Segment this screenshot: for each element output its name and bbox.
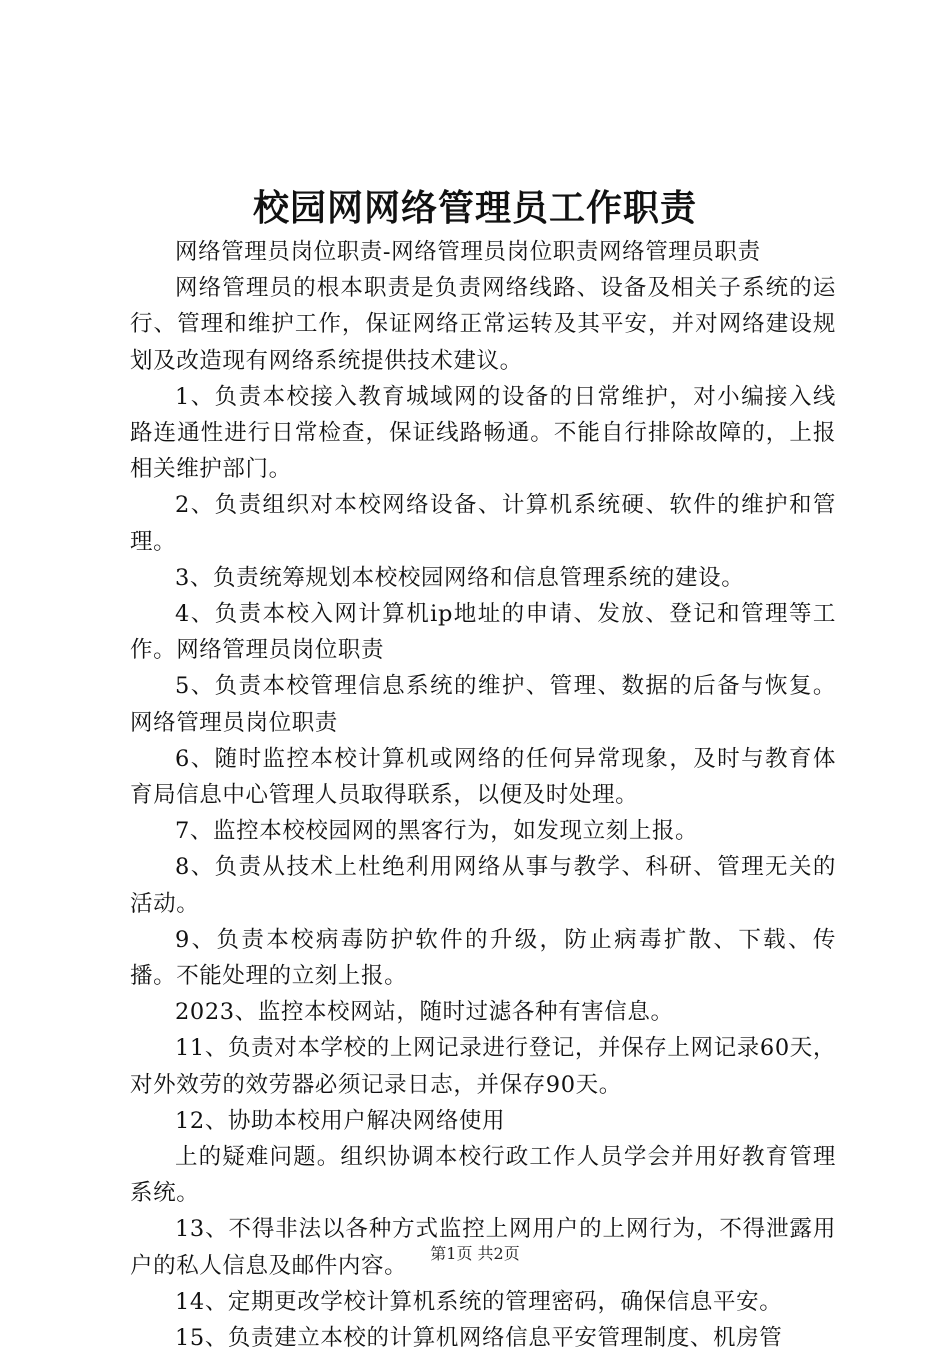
paragraph: 15、负责建立本校的计算机网络信息平安管理制度、机房管 xyxy=(175,1325,783,1352)
paragraph: 3、负责统筹规划本校校园网络和信息管理系统的建设。 xyxy=(175,564,745,591)
paragraph: 13、不得非法以各种方式监控上网用户的上网行为，不得泄露用户的私人信息及邮件内容。 xyxy=(130,1216,836,1279)
paragraph: 8、负责从技术上杜绝利用网络从事与教学、科研、管理无关的活动。 xyxy=(130,854,836,917)
page-number-footer: 第1页 共2页 xyxy=(430,1244,520,1263)
paragraph: 网络管理员的根本职责是负责网络线路、设备及相关子系统的运行、管理和维护工作，保证网络正常运转及其平安，并对网络建设规划及改造现有网络系统提供技术建议。 xyxy=(130,275,836,374)
paragraph: 12、协助本校用户解决网络使用 xyxy=(175,1107,506,1134)
paragraph: 6、随时监控本校计算机或网络的任何异常现象，及时与教育体育局信息中心管理人员取得联系，以便及时处理。 xyxy=(130,745,836,809)
paragraph: 14、定期更改学校计算机系统的管理密码，确保信息平安。 xyxy=(175,1288,783,1315)
document-title: 校园网网络管理员工作职责 xyxy=(252,187,697,229)
paragraph: 5、负责本校管理信息系统的维护、管理、数据的后备与恢复。网络管理员岗位职责 xyxy=(130,673,836,736)
document-body xyxy=(130,234,836,1356)
paragraph: 2023、监控本校网站，随时过滤各种有害信息。 xyxy=(175,999,674,1026)
paragraph: 9、负责本校病毒防护软件的升级，防止病毒扩散、下载、传播。不能处理的立刻上报。 xyxy=(130,926,836,990)
paragraph: 2、负责组织对本校网络设备、计算机系统硬、软件的维护和管理。 xyxy=(130,492,836,555)
paragraph: 网络管理员岗位职责-网络管理员岗位职责网络管理员职责 xyxy=(175,239,761,265)
paragraph: 上的疑难问题。组织协调本校行政工作人员学会并用好教育管理系统。 xyxy=(130,1144,836,1207)
paragraph: 1、负责本校接入教育城域网的设备的日常维护，对小编接入线路连通性进行日常检查，保证线路畅通。不能自行排除故障的，上报相关维护部门。 xyxy=(130,383,836,483)
paragraph: 4、负责本校入网计算机ip地址的申请、发放、登记和管理等工作。网络管理员岗位职责 xyxy=(130,601,836,664)
paragraph: 11、负责对本学校的上网记录进行登记，并保存上网记录60天，对外效劳的效劳器必须记录日志，并保存90天。 xyxy=(130,1035,836,1098)
paragraph: 7、监控本校校园网的黑客行为，如发现立刻上报。 xyxy=(175,818,699,845)
